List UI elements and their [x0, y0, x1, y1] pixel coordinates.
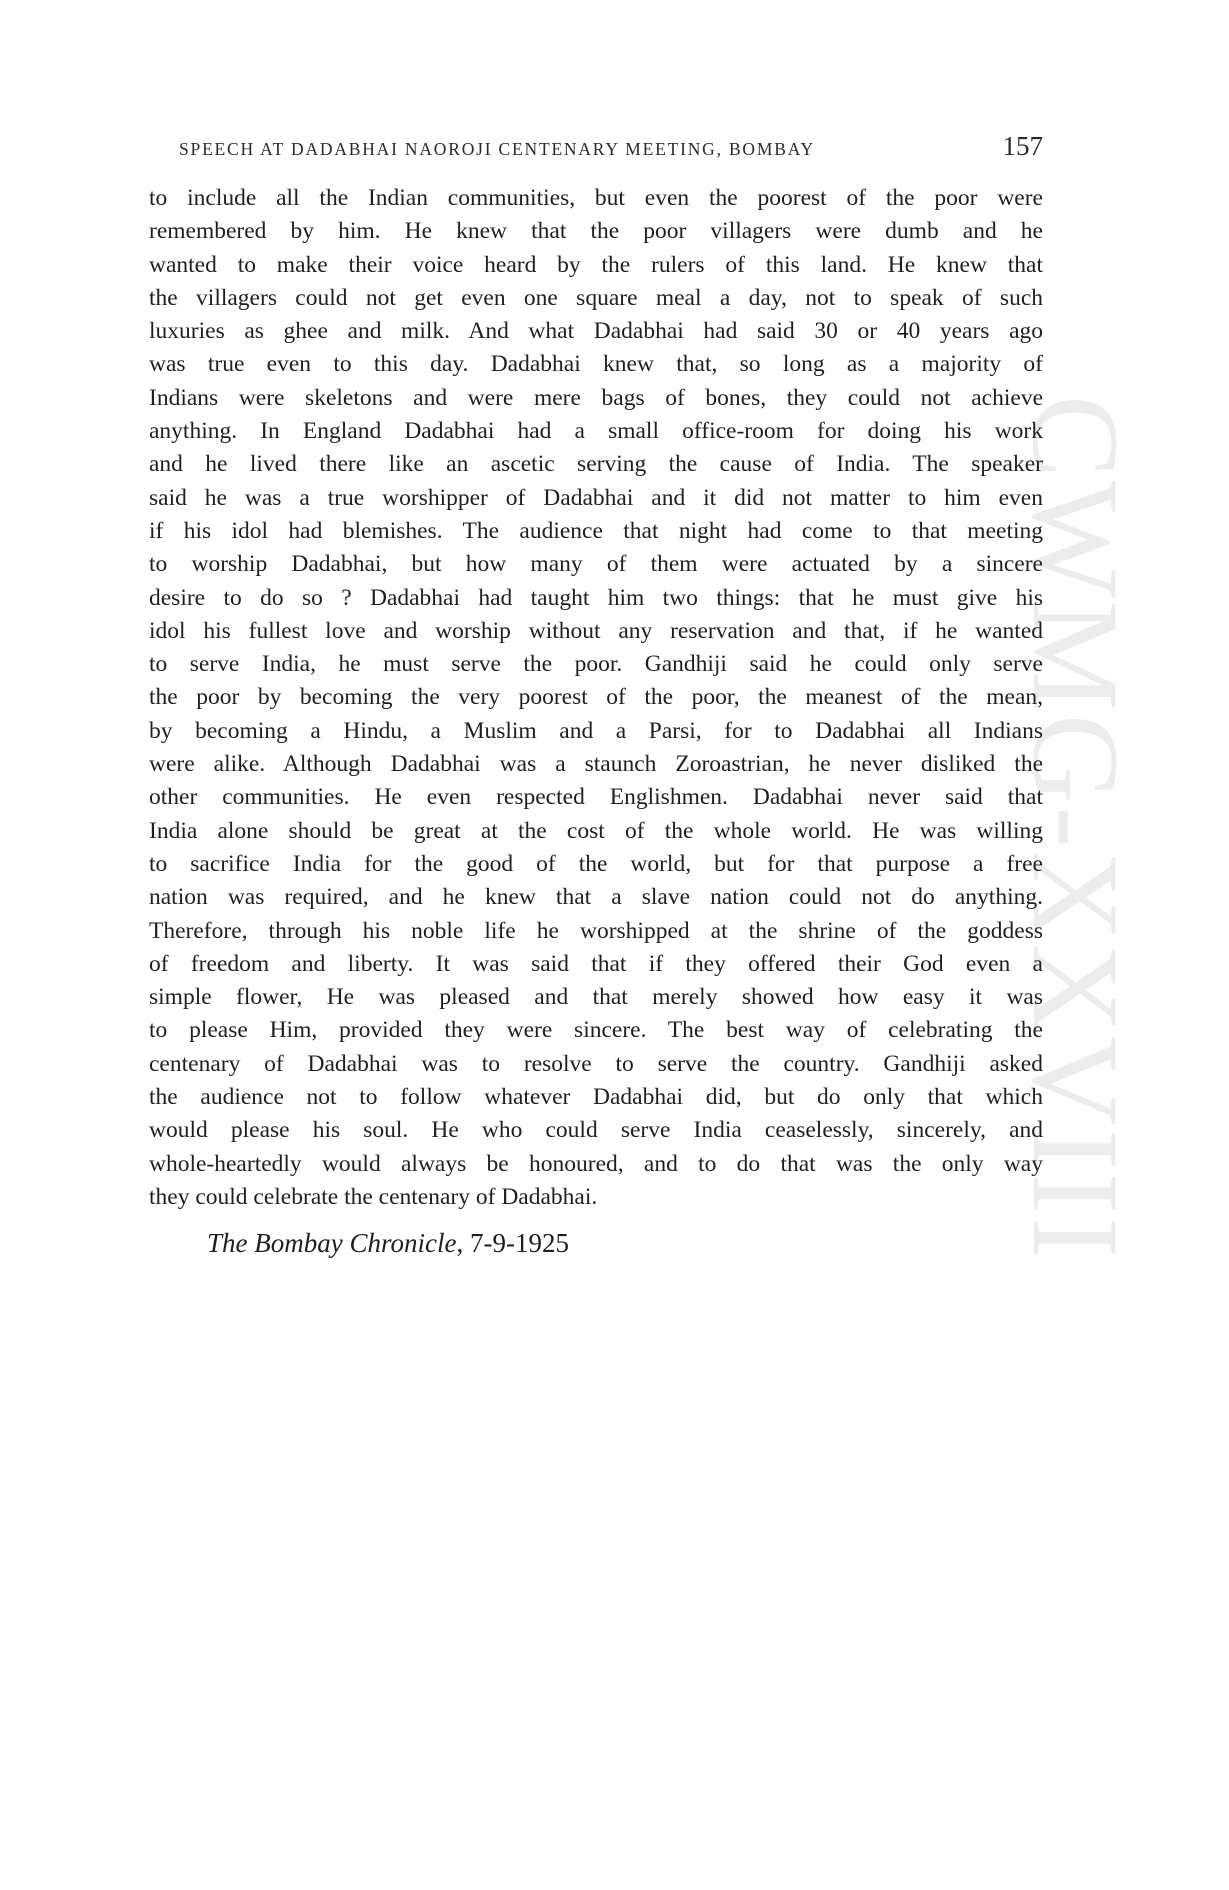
- watermark-text: CWMG-XXVIII: [1007, 395, 1144, 1262]
- text-line: India alone should be great at the cost of the whole world. He was willing: [149, 817, 1043, 844]
- text-line: idol his fullest love and worship without any reservation and that, if he wanted: [149, 617, 1043, 644]
- source-date: 7-9-1925: [469, 1228, 569, 1258]
- running-head: SPEECH AT DADABHAI NAOROJI CENTENARY MEETING, BOMBAY: [179, 139, 815, 159]
- text-line: to serve India, he must serve the poor. Gandhiji said he could only serve: [149, 651, 1043, 678]
- text-line: luxuries as ghee and milk. And what Dadabhai had said 30 or 40 years ago: [149, 318, 1043, 345]
- source-citation: [207, 1228, 569, 1259]
- text-line: the audience not to follow whatever Dadabhai did, but do only that which: [149, 1084, 1043, 1111]
- text-line: were alike. Although Dadabhai was a staunch Zoroastrian, he never disliked the: [149, 751, 1043, 778]
- text-line: said he was a true worshipper of Dadabhai and it did not matter to him even: [149, 484, 1043, 511]
- text-line: wanted to make their voice heard by the rulers of this land. He knew that: [149, 251, 1043, 278]
- text-line: if his idol had blemishes. The audience that night had come to that meeting: [149, 517, 1043, 544]
- page-header: [179, 131, 1043, 171]
- text-line: to please Him, provided they were sincere. The best way of celebrating the: [149, 1017, 1043, 1044]
- text-line-last: they could celebrate the centenary of Dadabhai.: [149, 1183, 598, 1210]
- text-line: nation was required, and he knew that a slave nation could not do anything.: [149, 884, 1043, 911]
- text-line: and he lived there like an ascetic serving the cause of India. The speaker: [149, 451, 1043, 478]
- text-line: remembered by him. He knew that the poor villagers were dumb and he: [149, 218, 1043, 245]
- text-line: anything. In England Dadabhai had a small office-room for doing his work: [149, 418, 1043, 445]
- text-line: whole-heartedly would always be honoured, and to do that was the only way: [149, 1150, 1043, 1177]
- text-line: Therefore, through his noble life he worshipped at the shrine of the goddess: [149, 917, 1043, 944]
- text-line: the poor by becoming the very poorest of the poor, the meanest of the mean,: [149, 684, 1043, 711]
- source-publication: The Bombay Chronicle: [207, 1228, 457, 1258]
- text-line: centenary of Dadabhai was to resolve to serve the country. Gandhiji asked: [149, 1050, 1043, 1077]
- text-line: of freedom and liberty. It was said that if they offered their God even a: [149, 950, 1043, 977]
- text-line: to sacrifice India for the good of the world, but for that purpose a free: [149, 850, 1043, 877]
- text-line: the villagers could not get even one square meal a day, not to speak of such: [149, 284, 1043, 311]
- text-line: would please his soul. He who could serve India ceaselessly, sincerely, and: [149, 1117, 1043, 1144]
- text-line: by becoming a Hindu, a Muslim and a Parsi, for to Dadabhai all Indians: [149, 717, 1043, 744]
- text-line: to include all the Indian communities, but even the poorest of the poor were: [149, 185, 1043, 211]
- text-line: to worship Dadabhai, but how many of them were actuated by a sincere: [149, 551, 1043, 578]
- source-separator: ,: [456, 1228, 470, 1258]
- page-number: 157: [1002, 131, 1043, 161]
- text-line: simple flower, He was pleased and that merely showed how easy it was: [149, 984, 1043, 1011]
- text-line: Indians were skeletons and were mere bags of bones, they could not achieve: [149, 384, 1043, 411]
- text-line: desire to do so ? Dadabhai had taught him two things: that he must give his: [149, 584, 1043, 611]
- body-text: [149, 182, 1043, 1214]
- text-line: was true even to this day. Dadabhai knew that, so long as a majority of: [149, 351, 1043, 378]
- text-line: other communities. He even respected Englishmen. Dadabhai never said that: [149, 784, 1043, 811]
